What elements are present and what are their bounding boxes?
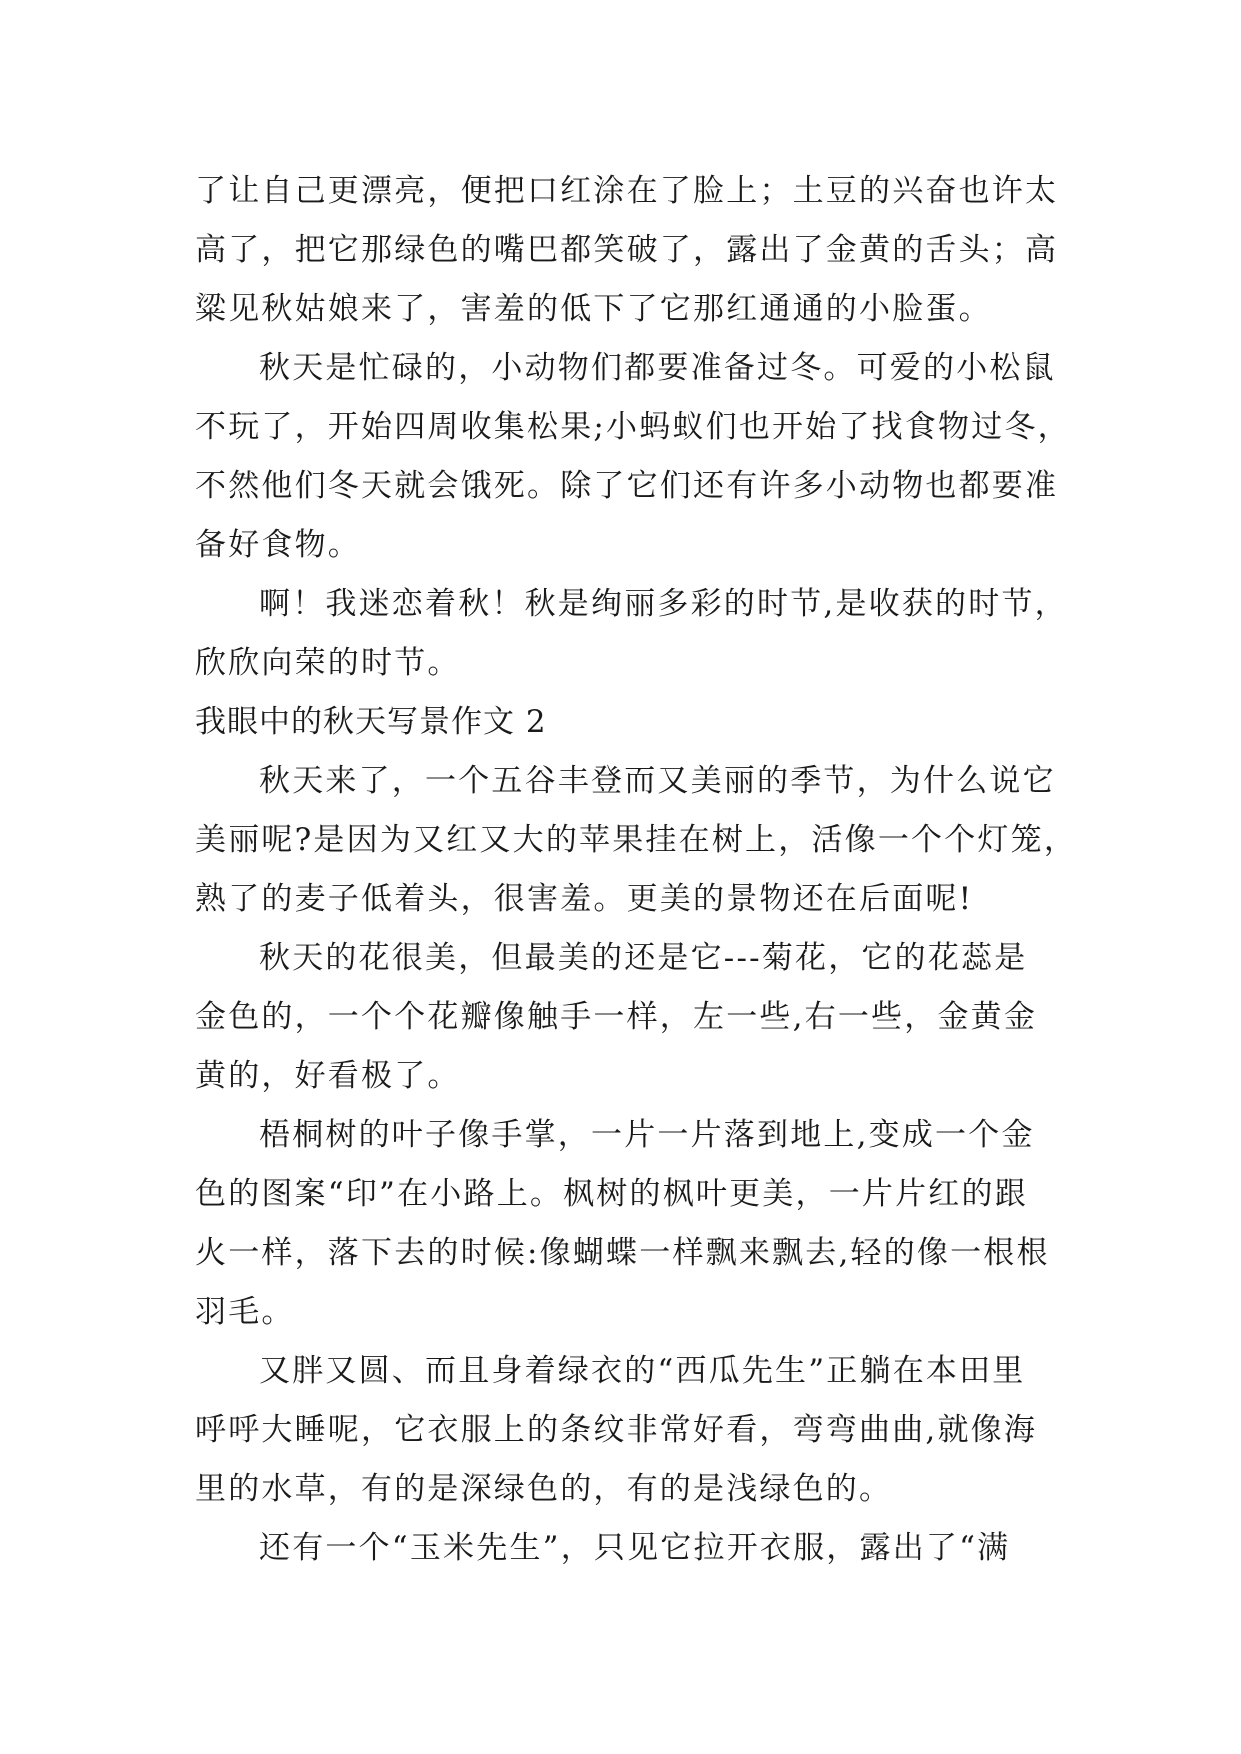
text-line: 欣欣向荣的时节。 bbox=[195, 645, 461, 681]
text-line: 色的图案“印”在小路上。枫树的枫叶更美，一片片红的跟 bbox=[195, 1176, 1028, 1212]
text-line: 不然他们冬天就会饿死。除了它们还有许多小动物也都要准 bbox=[195, 468, 1059, 504]
text-line: 呼呼大睡呢，它衣服上的条纹非常好看，弯弯曲曲,就像海 bbox=[195, 1412, 1038, 1448]
document-body bbox=[195, 162, 1078, 1578]
text-line: 金色的，一个个花瓣像触手一样，左一些,右一些，金黄金 bbox=[195, 999, 1038, 1035]
text-line: 梧桐树的叶子像手掌，一片一片落到地上,变成一个金 bbox=[259, 1117, 1035, 1153]
text-line: 粱见秋姑娘来了，害羞的低下了它那红通通的小脸蛋。 bbox=[195, 291, 992, 327]
text-line: 又胖又圆、而且身着绿衣的“西瓜先生”正躺在本田里 bbox=[259, 1353, 1026, 1389]
text-line: 里的水草，有的是深绿色的，有的是浅绿色的。 bbox=[195, 1471, 893, 1507]
text-line: 不玩了，开始四周收集松果;小蚂蚁们也开始了找食物过冬， bbox=[195, 409, 1071, 445]
text-line: 秋天的花很美，但最美的还是它---菊花，它的花蕊是 bbox=[259, 940, 1028, 976]
text-line: 火一样，落下去的时候:像蝴蝶一样飘来飘去,轻的像一根根 bbox=[195, 1235, 1050, 1271]
text-line: 熟了的麦子低着头，很害羞。更美的景物还在后面呢! bbox=[195, 881, 974, 917]
text-line: 高了，把它那绿色的嘴巴都笑破了，露出了金黄的舌头；高 bbox=[195, 232, 1059, 268]
text-line: 秋天是忙碌的，小动物们都要准备过冬。可爱的小松鼠 bbox=[259, 350, 1056, 386]
text-line: 备好食物。 bbox=[195, 527, 361, 563]
section-heading: 我眼中的秋天写景作文 2 bbox=[195, 704, 547, 740]
text-line: 秋天来了，一个五谷丰登而又美丽的季节，为什么说它 bbox=[259, 763, 1056, 799]
text-line: 羽毛。 bbox=[195, 1294, 295, 1330]
text-line: 美丽呢?是因为又红又大的苹果挂在树上，活像一个个灯笼， bbox=[195, 822, 1078, 858]
text-line: 黄的，好看极了。 bbox=[195, 1058, 461, 1094]
text-line: 还有一个“玉米先生”，只见它拉开衣服，露出了“满 bbox=[259, 1530, 1011, 1566]
text-line: 啊！我迷恋着秋！秋是绚丽多彩的时节,是收获的时节， bbox=[259, 586, 1068, 622]
text-line: 了让自己更漂亮，便把口红涂在了脸上；土豆的兴奋也许太 bbox=[195, 173, 1059, 209]
